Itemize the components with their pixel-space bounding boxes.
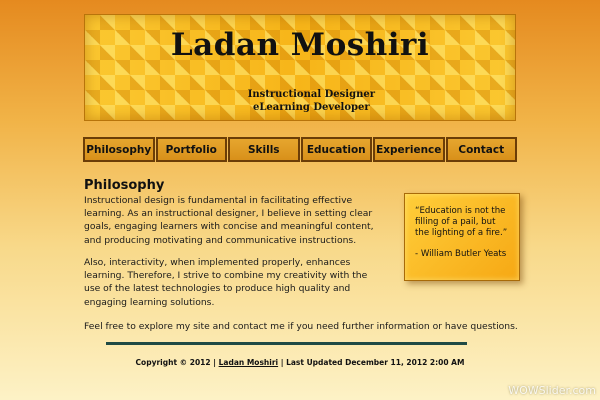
footer-divider (106, 342, 467, 345)
nav-skills[interactable]: Skills (228, 137, 300, 162)
contact-invite-paragraph: Feel free to explore my site and contact me if you need further information or have questions. (84, 321, 518, 332)
quote-author: - William Butler Yeats (415, 249, 507, 259)
subtitle-line-2: eLearning Developer (253, 102, 370, 113)
nav-contact[interactable]: Contact (446, 137, 518, 162)
philosophy-paragraph-2: Also, interactivity, when implemented properly, enhances learning. Therefore, I strive to combine my creativity with the use of the latest technologies to produce high quality and engaging learning solutions. (84, 257, 368, 308)
footer-copyright: Copyright © 2012 | (135, 358, 216, 367)
page-heading: Philosophy (84, 178, 165, 193)
philosophy-paragraph-1: Instructional design is fundamental in facilitating effective learning. As an instructional designer, I believe in setting clear goals, engaging learners with concise and meaningful content, and producing motivating and communicative instructions. (84, 195, 374, 246)
quote-box (404, 193, 520, 281)
nav-education[interactable]: Education (301, 137, 373, 162)
footer (0, 358, 600, 367)
subtitle-line-1: Instructional Designer (247, 89, 375, 100)
footer-updated: | Last Updated December 11, 2012 2:00 AM (280, 358, 465, 367)
header-banner (84, 14, 516, 121)
nav-philosophy[interactable]: Philosophy (83, 137, 155, 162)
site-title: Ladan Moshiri (170, 27, 430, 63)
main-nav (83, 137, 517, 162)
site-subtitle (248, 88, 375, 114)
nav-portfolio[interactable]: Portfolio (156, 137, 228, 162)
footer-author-link[interactable]: Ladan Moshiri (218, 358, 279, 367)
quote-text: “Education is not the filling of a pail, but the lighting of a fire.” (415, 206, 508, 238)
slider-watermark: WOWSlider.com (508, 384, 596, 397)
nav-experience[interactable]: Experience (373, 137, 445, 162)
